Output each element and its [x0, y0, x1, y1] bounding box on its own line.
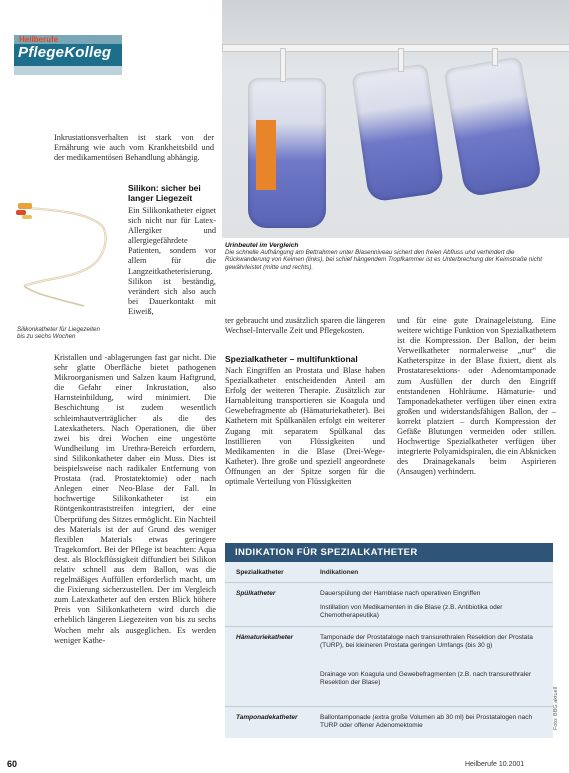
bag-label-left	[256, 120, 276, 190]
urine-bag-right	[443, 56, 542, 198]
tube-left	[280, 48, 286, 82]
photo-caption	[225, 242, 553, 271]
middle-text-b: Nach Eingriffen an Prostata und Blase haben Spezialkatheter entscheidenden Anteil am Erfolg der weiteren Therapie. Zusätzlich zur Harnableitung transportieren sie Koagula und Gewebefragmente ab (Hämaturiekatheter). Bei Kathetern mit Spülkanälen erfolgt ein weiterer Zugang mit separatem Spülkanal das Instillieren von Flüssigkeiten und Medikamenten in die Blase (Drei-Wege-Katheter). Ihre große und speziell angeordnete Öffnungen an der Spitze sorgen für die optimale Verteilung von Flüssigkeiten	[225, 366, 385, 487]
urine-bag-middle	[351, 63, 444, 202]
issue-info: Heilberufe 10.2001	[465, 761, 525, 768]
catheter-image	[14, 198, 114, 322]
table-row-line: Instillation von Medikamenten in die Blase (z.B. Antibiotika oder Chemotherapeutika)	[320, 604, 503, 620]
silikon-text-b: Kristallen und -ablagerungen fast gar nicht. Die sehr glatte Oberfläche bietet pathogenen Mikroorganismen und Salzen kaum Haftgrund, die Gefahr einer Inkrustation, also Harnsteinbildung, wird minimiert. Die Beschichtung ist zudem wesentlich schleimhautverträglicher als die des Latexkatheters. Nach Operationen, die über zwei bis drei Wochen eine ungestörte Wundheilung im Urethra-Bereich erfordern, sind Silikonkatheter daher ein Muss. Dies ist beispielsweise nach radikaler Entfernung von Prostata (rad. Prostatektomie) oder nach Anlegen einer Neo-Blase der Fall. In hochwertige Silikonkatheter ist ein Röntgenkontraststreifen integriert, der eine Überprüfung des Sitzes ermöglicht. Ein Nachteil des Materials ist der auf Grund des weniger flexiblen Materials etwas geringere Tragekomfort. Bei der Pflege ist beachten: Aqua dest. als Blockflüssigkeit diffundiert bei Silikon relativ schnell aus dem Ballon, was die regelmäßiges Auffüllen erforderlich macht, um die Fixierung sicherzustellen. Der im Vergleich zum Latexkatheter auf den ersten Blick höhere Preis von Silikonkathetern wird durch die erheblich längeren Liegezeiten von bis zu sechs Wochen mehr als ausgeglichen. Es werden weniger Kathe-	[54, 353, 216, 645]
right-column-text: und für eine gute Drainageleistung. Eine weitere wichtige Funktion von Spezialkathetern ist die Kompression. Der Ballon, der beim Verweilkatheter normalerweise „nur“ die Katheterspitze in der Blase fixiert, dient als Prostataresektions- oder Adenomtamponade zum Ausfüllen der durch den Eingriff entstandenen Hohlräume. Hämaturie- und Tamponadekatheter verfügen über einen extra großen und widerstandsfähigen Ballon, der – korrekt platziert – durch Kompression der Gefäße Blutungen vermeiden oder stillen. Hochwertige Spezialkatheter verfügen über integrierte Polyamidspiralen, die ein Abknicken des Drainagekanals beim Aspirieren (Ansaugen) verhindern.	[397, 316, 556, 477]
table-row-line: Tamponade der Prostataloge nach transurethralen Resektion der Prostata (TURP), bei kleineren Prostata geringen Umfangs (bis 30 g)	[320, 634, 533, 650]
indication-table-title-text: INDIKATION FÜR SPEZIALKATHETER	[235, 547, 418, 558]
table-row-name: Spülkatheter	[236, 590, 276, 597]
indication-table	[225, 562, 553, 738]
photo-credit: Foto: BBG aktuell	[553, 686, 559, 730]
table-row-line: Ballontamponade (extra große Volumen ab 30 ml) bei Prostatalogen nach TURP oder offener Adenomektomie	[320, 714, 533, 730]
table-row-line: Dauerspülung der Harnblase nach operativen Eingriffen	[320, 590, 481, 597]
table-header-row	[225, 562, 553, 582]
table-row-name: Hämaturiekatheter	[236, 634, 294, 641]
catheter-image-caption: Silikonkatheter für Liegezeiten bis zu sechs Wochen	[17, 326, 100, 341]
intro-paragraph: Inkrustationsverhalten ist stark von der Ernährung wie auch vom Krankheitsbild und der medikamentösen Behandlung abhängig.	[54, 133, 214, 163]
magazine-logo	[14, 35, 122, 75]
middle-text-a: ter gebraucht und zusätzlich sparen die längeren Wechsel-Intervalle Zeit und Pflegekosten.	[225, 316, 385, 336]
urine-bags-photo	[222, 0, 569, 238]
table-row-name: Tamponadekatheter	[236, 714, 298, 721]
logo-title: PflegeKolleg	[18, 44, 112, 61]
tube-middle	[398, 48, 404, 72]
table-row	[225, 582, 553, 627]
table-row	[225, 706, 553, 739]
logo-bottom-strip	[14, 66, 122, 75]
logo-kicker: Heilberufe	[19, 35, 59, 44]
bed-rail	[222, 44, 569, 52]
table-col-left-header: Spezialkatheter	[236, 569, 284, 576]
spezialkatheter-heading: Spezialkatheter – multifunktional	[225, 354, 358, 364]
photo-caption-title: Urinbeutel im Vergleich	[225, 242, 299, 249]
indication-table-title	[225, 543, 553, 562]
page-number: 60	[7, 759, 18, 769]
silikon-text-a: Ein Silikonkatheter eignet sich nicht nur für Latex-Allergiker und allergiegefährdete Patienten, sondern vor allem für die Langzeitkatheterisierung. Silikon ist beständig, verändert sich also auch bei Dauerkontakt mit Eiweiß,	[128, 206, 216, 316]
silikon-heading: Silikon: sicher bei langer Liegezeit	[128, 183, 201, 203]
table-row-line: Drainage von Koagula und Gewebefragmenten (z.B. nach transurethraler Resektion der Blase)	[320, 671, 532, 687]
photo-caption-text: Die schnelle Aufhängung am Bettrahmen unter Blasenniveau sichert den freien Abfluss und verhindert die Rückwanderung von Keimen (links), bei schief hängendem Tropfkammer ist es Unterbrechung der Keimstraße nicht gewährleistet (mitte und rechts).	[225, 249, 542, 271]
table-col-right-header: Indikationen	[320, 569, 359, 576]
table-row	[225, 626, 553, 707]
tube-right	[492, 48, 498, 66]
